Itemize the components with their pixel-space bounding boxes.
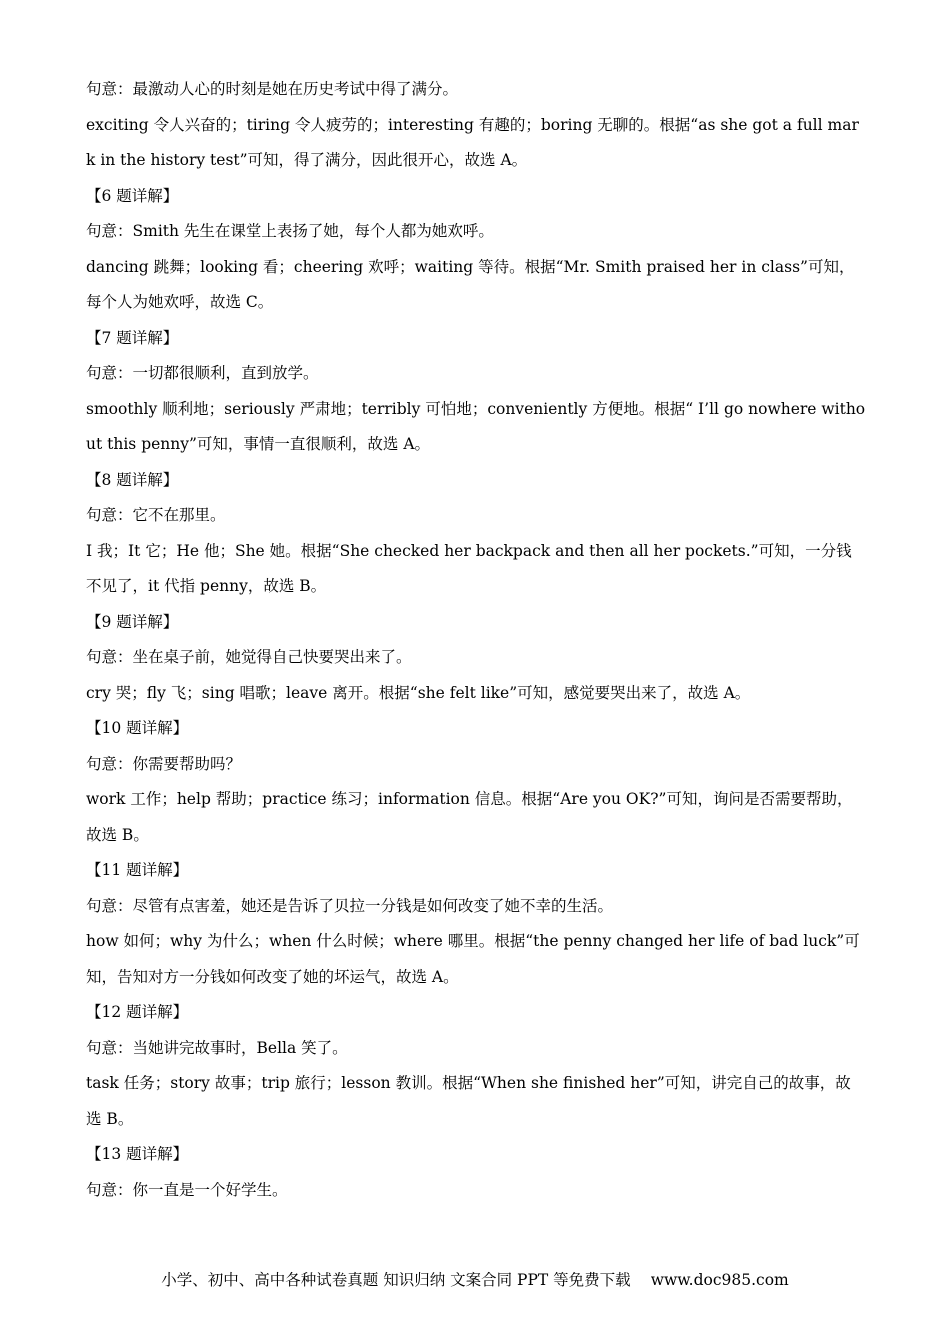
question-heading: 【12 题详解】 bbox=[86, 1003, 189, 1021]
sentence-translation: 句意：一切都很顺利，直到放学。 bbox=[86, 364, 319, 382]
option-explanation: exciting 令人兴奋的；tiring 令人疲劳的；interesting 有趣的；boring 无聊的。根据“as she got a full mark in the history test”可知，得了满分，因此很开心，故选 A。 bbox=[86, 115, 859, 169]
sentence-translation: 句意：当她讲完故事时，Bella 笑了。 bbox=[86, 1038, 348, 1057]
sentence-translation: 句意：你一直是一个好学生。 bbox=[86, 1180, 288, 1199]
document-body bbox=[86, 72, 866, 1208]
question-heading: 【9 题详解】 bbox=[86, 612, 179, 631]
footer-text: 小学、初中、高中各种试卷真题 知识归纳 文案合同 PPT 等免费下载 bbox=[161, 1271, 631, 1289]
page-footer bbox=[0, 1268, 950, 1292]
question-heading: 【10 题详解】 bbox=[86, 719, 189, 737]
footer-url: www.doc985.com bbox=[650, 1271, 789, 1289]
question-heading: 【13 题详解】 bbox=[86, 1145, 189, 1163]
question-heading: 【8 题详解】 bbox=[86, 470, 179, 489]
sentence-translation: 句意：它不在那里。 bbox=[86, 506, 226, 524]
option-explanation: work 工作；help 帮助；practice 练习；information 信息。根据“Are you OK?”可知，询问是否需要帮助，故选 B。 bbox=[86, 790, 853, 844]
sentence-translation: 句意：最激动人心的时刻是她在历史考试中得了满分。 bbox=[86, 80, 459, 98]
option-explanation: how 如何；why 为什么；when 什么时候；where 哪里。根据“the penny changed her life of bad luck”可知，告知对方一分钱如何改变了她的坏运气，故选 A。 bbox=[86, 932, 860, 986]
question-heading: 【11 题详解】 bbox=[86, 861, 189, 879]
option-explanation: smoothly 顺利地；seriously 严肃地；terribly 可怕地；conveniently 方便地。根据“ I’ll go nowhere without this penny”可知，事情一直很顺利，故选 A。 bbox=[86, 399, 866, 453]
option-explanation: dancing 跳舞；looking 看；cheering 欢呼；waiting 等待。根据“Mr. Smith praised her in class”可知，每个人为她欢呼，故选 C。 bbox=[86, 257, 855, 311]
option-explanation: task 任务；story 故事；trip 旅行；lesson 教训。根据“When she finished her”可知，讲完自己的故事，故选 B。 bbox=[86, 1074, 851, 1128]
sentence-translation: 句意：坐在桌子前，她觉得自己快要哭出来了。 bbox=[86, 648, 412, 666]
question-heading: 【7 题详解】 bbox=[86, 328, 179, 347]
sentence-translation: 句意：尽管有点害羞，她还是告诉了贝拉一分钱是如何改变了她不幸的生活。 bbox=[86, 896, 614, 915]
option-explanation: I 我；It 它；He 他；She 她。根据“She checked her backpack and then all her pockets.”可知，一分钱不见了，it 代指 penny，故选 B。 bbox=[86, 541, 852, 595]
sentence-translation: 句意：你需要帮助吗？ bbox=[86, 754, 242, 773]
sentence-translation: 句意：Smith 先生在课堂上表扬了她，每个人都为她欢呼。 bbox=[86, 222, 494, 240]
option-explanation: cry 哭；fly 飞；sing 唱歌；leave 离开。根据“she felt like”可知，感觉要哭出来了，故选 A。 bbox=[86, 683, 751, 702]
question-heading: 【6 题详解】 bbox=[86, 186, 179, 205]
